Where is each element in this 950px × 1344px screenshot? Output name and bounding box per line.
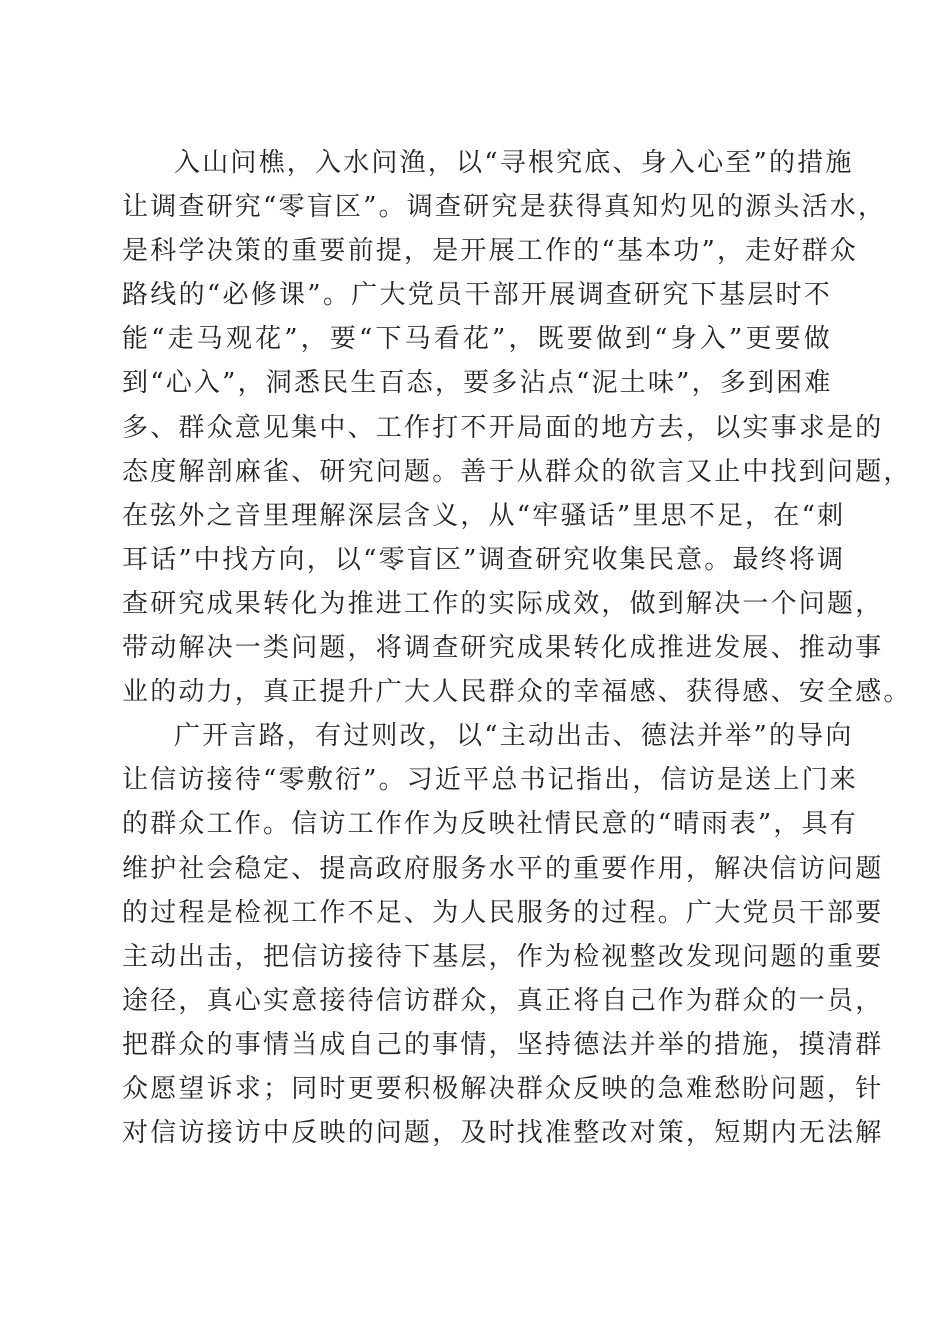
paragraph-line: 把群众的事情当成自己的事情，坚持德法并举的措施，摸清群 (122, 1029, 884, 1060)
paragraph-line: 的群众工作。信访工作作为反映社情民意的“晴雨表”，具有 (122, 809, 858, 840)
paragraph-line: 众愿望诉求；同时更要积极解决群众反映的急难愁盼问题，针 (122, 1073, 884, 1104)
paragraph-line: 查研究成果转化为推进工作的实际成效，做到解决一个问题， (122, 588, 884, 619)
paragraph-line: 带动解决一类问题，将调查研究成果转化成推进发展、推动事 (122, 633, 884, 664)
paragraph-line: 途径，真心实意接待信访群众，真正将自己作为群众的一员， (122, 985, 884, 1016)
paragraph-line: 广开言路，有过则改，以“主动出击、德法并举”的导向 (174, 721, 854, 752)
paragraph-line: 让信访接待“零敷衍”。习近平总书记指出，信访是送上门来 (122, 765, 858, 796)
paragraph-1 (122, 141, 912, 714)
paragraph-line: 主动出击，把信访接待下基层，作为检视整改发现问题的重要 (122, 941, 884, 972)
paragraph-line: 路线的“必修课”。广大党员干部开展调查研究下基层时不 (122, 280, 832, 311)
paragraph-2 (122, 714, 884, 1155)
paragraph-line: 入山问樵，入水问渔，以“寻根究底、身入心至”的措施 (174, 148, 854, 178)
paragraph-line: 在弦外之音里理解深层含义，从“牢骚话”里思不足，在“刺 (122, 500, 846, 531)
paragraph-line: 耳话”中找方向，以“零盲区”调查研究收集民意。最终将调 (122, 544, 846, 575)
paragraph-line: 态度解剖麻雀、研究问题。善于从群众的欲言又止中找到问题， (122, 456, 912, 487)
paragraph-line: 维护社会稳定、提高政府服务水平的重要作用，解决信访问题 (122, 853, 884, 884)
paragraph-line: 到“心入”，洞悉民生百态，要多沾点“泥土味”，多到困难 (122, 368, 833, 399)
paragraph-line: 对信访接访中反映的问题，及时找准整改对策，短期内无法解 (122, 1118, 884, 1149)
paragraph-line: 是科学决策的重要前提，是开展工作的“基本功”，走好群众 (122, 236, 858, 267)
document-body (122, 141, 912, 1155)
paragraph-line: 业的动力，真正提升广大人民群众的幸福感、获得感、安全感。 (122, 677, 912, 708)
paragraph-line: 能“走马观花”，要“下马看花”，既要做到“身入”更要做 (122, 324, 832, 355)
paragraph-line: 多、群众意见集中、工作打不开局面的地方去，以实事求是的 (122, 412, 884, 443)
paragraph-line: 的过程是检视工作不足、为人民服务的过程。广大党员干部要 (122, 897, 884, 928)
paragraph-line: 让调查研究“零盲区”。调查研究是获得真知灼见的源头活水， (122, 192, 887, 223)
